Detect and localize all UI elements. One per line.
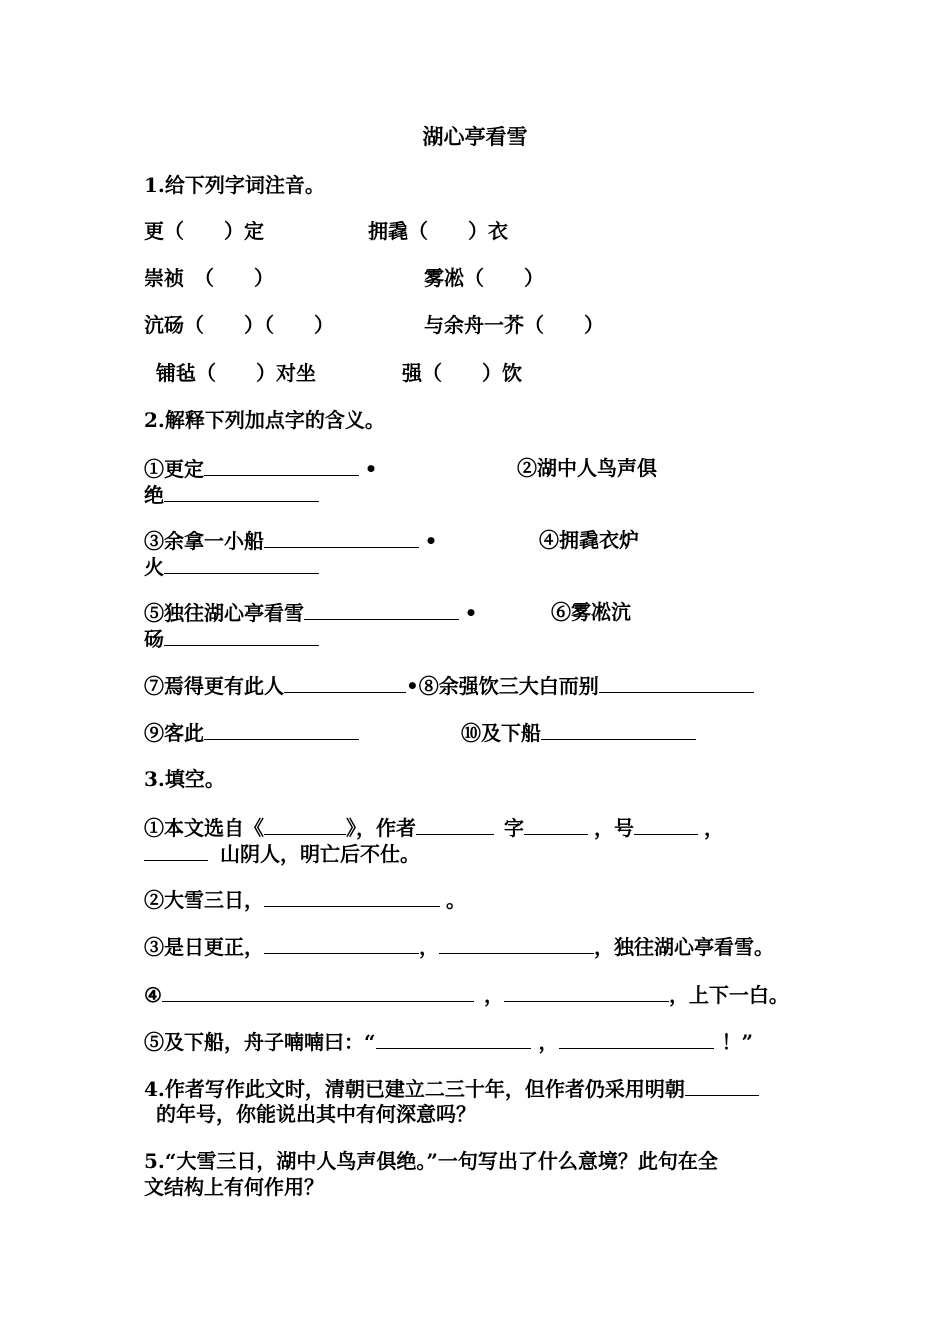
answer-blank[interactable] [524,814,588,835]
q2-item-4-cont [144,553,319,580]
q3-text: ③是日更正， [144,935,264,959]
q2-item-label: ③余拿一小船 [144,529,264,553]
q3-line-2 [144,886,466,913]
answer-blank[interactable] [204,719,359,740]
separator-dot: • [364,457,378,481]
q3-line-5 [144,1028,753,1055]
answer-blank[interactable] [284,672,406,693]
q2-item-6: ⑥雾凇沆 [551,600,631,624]
q1-item: 拥毳（ ）衣 [368,219,508,243]
answer-blank[interactable] [559,1028,714,1049]
answer-blank[interactable] [144,840,208,861]
q3-text: ④ [144,983,162,1007]
q2-item-4: ④拥毳衣炉 [539,528,639,552]
answer-blank[interactable] [204,455,359,476]
q3-line-1 [144,814,724,841]
separator-dot: • [464,601,478,625]
q1-heading: 1.给下列字词注音。 [144,173,325,197]
q2-heading: 2.解释下列加点字的含义。 [144,408,385,432]
q2-item-label: 绝 [144,483,164,507]
q2-item-9 [144,719,359,746]
q2-item-1 [144,455,383,482]
q3-text: ，上下一白。 [668,983,789,1007]
q2-item-2-cont [144,481,319,508]
q2-item-3 [144,527,443,554]
q1-item: 沆砀（ ）（ ） [144,313,334,337]
q3-text: ， [483,983,504,1007]
q1-item: 崇祯 （ ） [144,266,274,290]
q3-text: ①本文选自《 [144,816,264,840]
q1-item: 强（ ）饮 [402,361,522,385]
q2-item-2: ②湖中人鸟声俱 [517,456,657,480]
q2-item-label: 砀 [144,627,164,651]
q2-item-6-cont [144,625,319,652]
q2-item-7-8 [144,672,754,699]
q3-text: ②大雪三日， [144,888,264,912]
answer-blank[interactable] [439,933,594,954]
q5-line-1: 5.“大雪三日，湖中人鸟声俱绝。”一句写出了什么意境？此句在全 [144,1149,718,1173]
answer-blank[interactable] [164,481,319,502]
q1-item: 铺毡（ ）对坐 [156,361,316,385]
answer-blank[interactable] [541,719,696,740]
q2-item-label: ⑦焉得更有此人 [144,674,284,698]
answer-blank[interactable] [264,886,440,907]
answer-blank[interactable] [264,527,419,548]
q4-line-1 [144,1075,759,1102]
q2-item-label: ⑩及下船 [461,721,541,745]
q4-line-2: 的年号，你能说出其中有何深意吗？ [156,1102,476,1126]
q1-item: 雾凇（ ） [424,266,544,290]
q1-item: 更（ ）定 [144,219,264,243]
separator-dot: • [406,674,419,698]
q3-text: ，号 [594,816,634,840]
answer-blank[interactable] [685,1075,759,1096]
q2-item-label: ①更定 [144,457,204,481]
separator-dot: • [424,529,438,553]
answer-blank[interactable] [264,933,419,954]
q3-text: 字 [504,816,524,840]
q2-item-label: ⑨客此 [144,721,204,745]
q3-line-3 [144,933,774,960]
q3-text: ， [704,816,724,840]
q3-text: 山阴人，明亡后不仕。 [220,842,420,866]
answer-blank[interactable] [264,814,346,835]
answer-blank[interactable] [376,1028,531,1049]
answer-blank[interactable] [634,814,698,835]
q1-item: 与余舟一芥（ ） [424,313,604,337]
q3-heading: 3.填空。 [144,767,225,791]
q4-text: 4.作者写作此文时，清朝已建立二三十年，但作者仍采用明朝 [144,1077,685,1101]
q3-text: ， [419,935,439,959]
q3-text: 。 [446,888,466,912]
q3-line-4 [144,981,789,1008]
q3-line-1-cont [144,840,420,867]
q2-item-10 [461,719,696,746]
q2-item-label: ⑧余强饮三大白而别 [418,674,599,698]
q3-text: ，独往湖心亭看雪。 [594,935,774,959]
answer-blank[interactable] [162,981,474,1002]
q5-line-2: 文结构上有何作用？ [144,1175,324,1199]
answer-blank[interactable] [599,672,754,693]
q3-text: ⑤及下船，舟子喃喃曰：“ [144,1030,376,1054]
q2-item-5 [144,599,483,626]
page-title: 湖心亭看雪 [422,124,528,149]
q2-item-label: ⑤独往湖心亭看雪 [144,601,304,625]
q3-text: ， [538,1030,559,1054]
q3-text: ！” [721,1030,754,1054]
answer-blank[interactable] [504,981,669,1002]
answer-blank[interactable] [164,625,319,646]
answer-blank[interactable] [416,814,494,835]
answer-blank[interactable] [304,599,459,620]
q2-item-label: 火 [144,555,164,579]
q3-text: 》，作者 [346,816,416,840]
answer-blank[interactable] [164,553,319,574]
